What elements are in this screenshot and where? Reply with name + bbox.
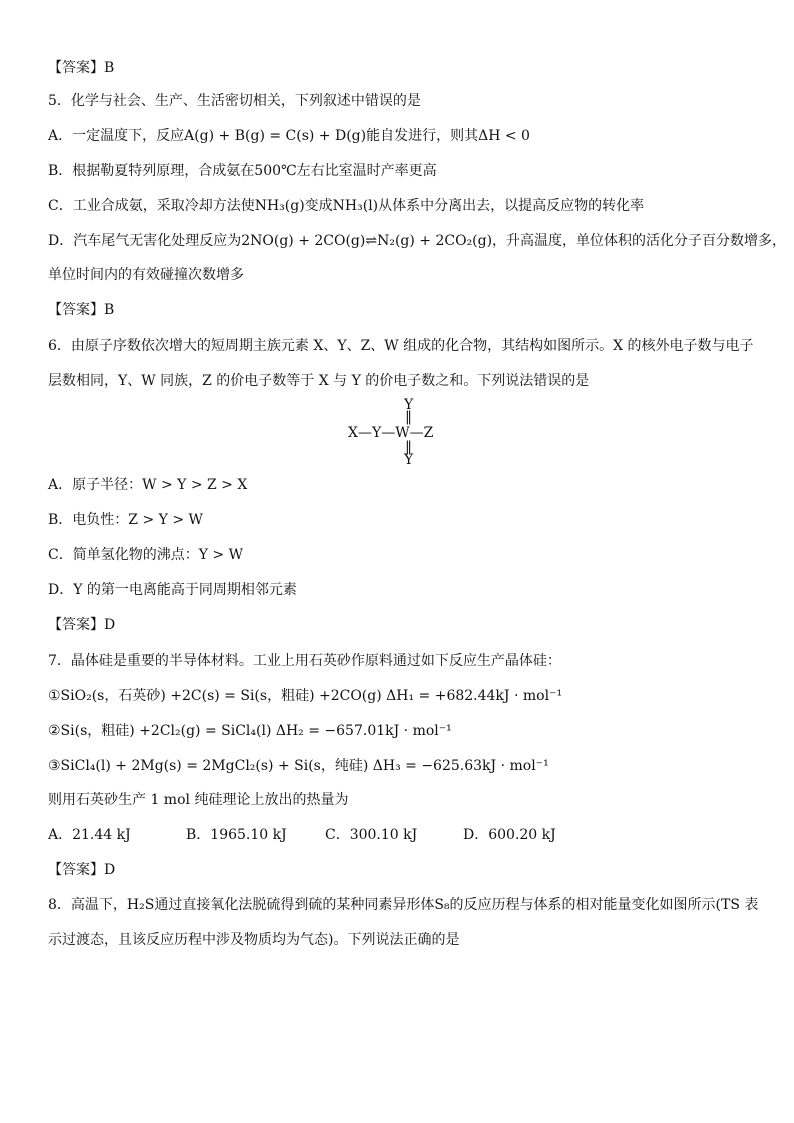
q7-reaction-1: ①SiO₂(s，石英砂) +2C(s) = Si(s，粗硅) +2CO(g) ΔH₁ = +682.44kJ · mol⁻¹	[48, 688, 563, 704]
answer-prev: 【答案】B	[48, 60, 115, 76]
q5-answer: 【答案】B	[48, 302, 115, 318]
q5-option-a: A．一定温度下，反应A(g) + B(g) = C(s) + D(g)能自发进行，则其ΔH < 0	[48, 128, 530, 144]
q6-option-b: B．电负性：Z > Y > W	[48, 512, 203, 528]
q5-option-d-line2: 单位时间内的有效碰撞次数增多	[48, 267, 244, 283]
q7-answer: 【答案】D	[48, 862, 116, 878]
q5-option-d-line1: D．汽车尾气无害化处理反应为2NO(g) + 2CO(g)⇌N₂(g) + 2CO₂(g)，升高温度，单位体积的活化分子百分数增多，	[48, 233, 787, 249]
q7-reaction-2: ②Si(s，粗硅) +2Cl₂(g) = SiCl₄(l) ΔH₂ = −657.01kJ · mol⁻¹	[48, 723, 452, 739]
q7-question: 则用石英砂生产 1 mol 纯硅理论上放出的热量为	[48, 792, 349, 808]
q6-answer: 【答案】D	[48, 617, 116, 633]
q6-option-d: D．Y 的第一电离能高于同周期相邻元素	[48, 582, 297, 598]
q7-stem: 7．晶体硅是重要的半导体材料。工业上用石英砂作原料通过如下反应生产晶体硅：	[48, 653, 561, 669]
q6-option-a: A．原子半径：W > Y > Z > X	[48, 477, 248, 493]
structure-top-y: Y	[404, 397, 414, 413]
q6-structure-diagram	[346, 397, 446, 467]
structure-double-bond-top: ‖	[405, 409, 412, 425]
q8-stem-line2: 示过渡态，且该反应历程中涉及物质均为气态)。下列说法正确的是	[48, 932, 460, 948]
q8-stem-line1: 8．高温下，H₂S通过直接氧化法脱硫得到硫的某种同素异形体S₈的反应历程与体系的相对能量变化如图所示(TS 表	[48, 897, 759, 913]
q7-option-b: B．1965.10 kJ	[186, 827, 287, 843]
q5-stem: 5．化学与社会、生产、生活密切相关，下列叙述中错误的是	[48, 93, 421, 109]
q7-reaction-3: ③SiCl₄(l) + 2Mg(s) = 2MgCl₂(s) + Si(s，纯硅) ΔH₃ = −625.63kJ · mol⁻¹	[48, 758, 549, 774]
q7-option-c: C．300.10 kJ	[325, 827, 418, 843]
q6-option-c: C．简单氢化物的沸点：Y > W	[48, 547, 243, 563]
structure-bottom-y: Y	[404, 452, 414, 468]
q7-option-a: A．21.44 kJ	[48, 827, 131, 843]
structure-main-row: X—Y—W—Z	[348, 425, 434, 441]
q5-option-c: C．工业合成氨，采取冷却方法使NH₃(g)变成NH₃(l)从体系中分离出去，以提高反应物的转化率	[48, 198, 645, 214]
q7-option-d: D．600.20 kJ	[463, 827, 556, 843]
structure-double-bond-bottom: ‖	[405, 439, 412, 455]
q5-option-b: B．根据勒夏特列原理，合成氨在500℃左右比室温时产率更高	[48, 163, 437, 179]
q6-stem-line2: 层数相同，Y、W 同族，Z 的价电子数等于 X 与 Y 的价电子数之和。下列说法错误的是	[48, 373, 590, 389]
q6-stem-line1: 6．由原子序数依次增大的短周期主族元素 X、Y、Z、W 组成的化合物，其结构如图所示。X 的核外电子数与电子	[48, 338, 754, 354]
